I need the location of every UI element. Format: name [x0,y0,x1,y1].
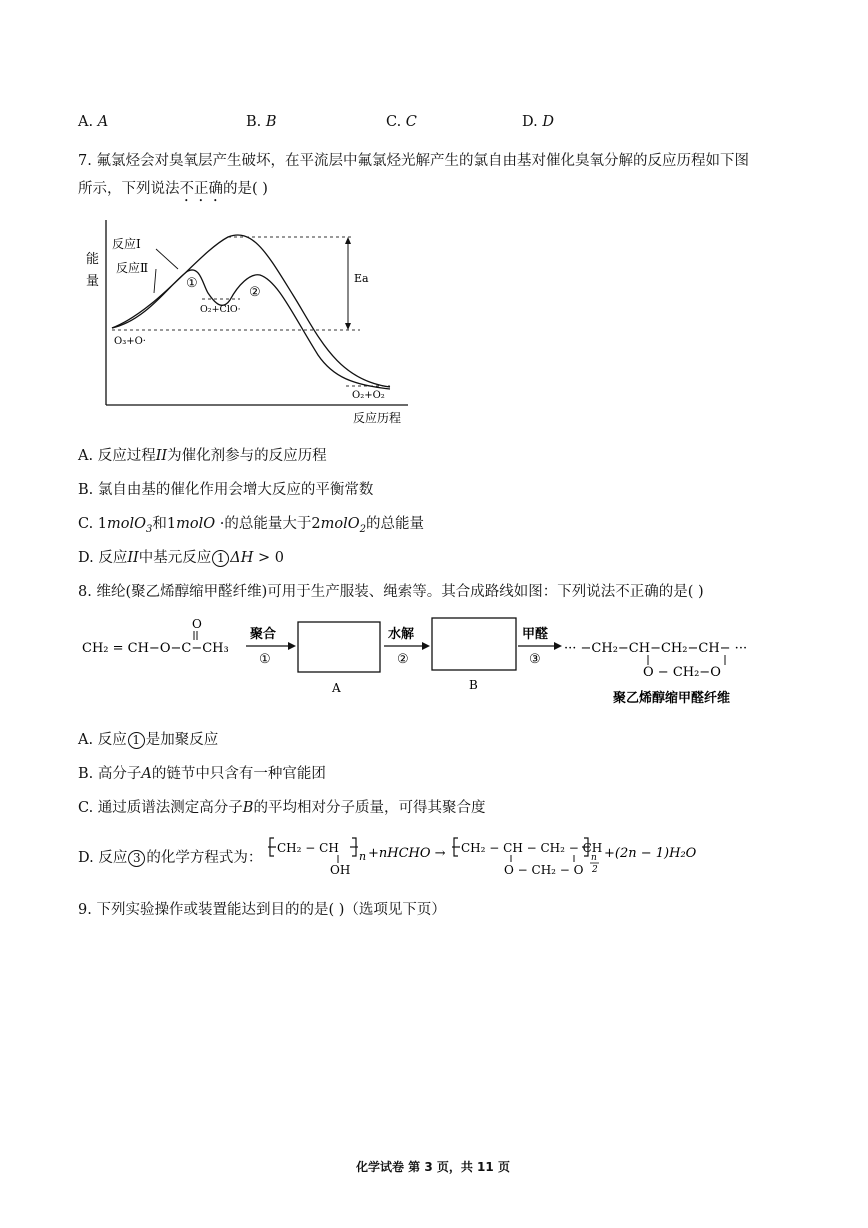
reactants-label: O₃+O· [114,336,146,347]
q7-option-a: A. 反应过程II为催化剂参与的反应历程 [78,448,327,464]
box-b [432,618,516,670]
box-b-label: B [469,678,478,692]
q6-option-b: B. B [246,114,277,130]
q8-option-b: B. 高分子A的链节中只含有一种官能团 [78,766,326,782]
step-1-label: ① [186,276,198,291]
product-name: 聚乙烯醇缩甲醛纤维 [613,691,731,706]
x-axis-label: 反应历程 [353,411,402,425]
circled-number: 1 [212,550,229,567]
step-2-label: ② [249,285,261,300]
eq-water-term: +(2n − 1)H₂O [604,846,697,861]
step3-label: 甲醛 [522,627,549,642]
y-axis-label-1: 能 [86,252,100,267]
eq-right-polymer: CH₂ − CH − CH₂ − CH [461,841,603,855]
box-a-label: A [332,681,341,695]
q8-option-c: C. 通过质谱法测定高分子B的平均相对分子质量，可得其聚合度 [78,800,486,816]
ea-label: Ea [354,272,369,285]
eq-right-bridge: O − CH₂ − O [504,863,584,877]
eq-left-oh: OH [330,863,351,877]
q8-option-a: A. 反应 1 是加聚反应 [78,732,219,748]
q7-option-c: C. 1molO$_3$和1molO ·的总能量大于2molO$_2$的总能量 [78,516,425,535]
q8-option-d: D. 反应 3 的化学方程式为： [78,850,263,866]
intermediate-label: O₂+ClO· [200,304,241,315]
q7-stem-line2: 所示，下列说法不正确的是( ) [78,181,268,197]
reaction-2-label: 反应Ⅱ [116,261,149,275]
circled-number: 1 [128,732,145,749]
step1-number: ① [259,652,271,667]
eq-left-monomer: CH₂ − CH [277,841,339,855]
carbonyl-oxygen: O [192,617,202,631]
eq-left-n: n [359,850,367,863]
reaction-1-label: 反应Ⅰ [112,237,141,251]
q6-option-a: A. A [78,114,109,130]
eq-right-sub-2: 2 [592,865,598,875]
y-axis-label-2: 量 [86,274,100,289]
q6-option-d: D. D [522,114,554,130]
products-label: O₂+O₂ [352,390,385,401]
eq-right-sub-n: n [591,853,597,863]
product-formula: ··· −CH₂−CH−CH₂−CH− ··· [564,641,748,656]
emphasis-not-correct: 不正确 [179,181,223,197]
q6-option-c: C. C [386,114,417,130]
circled-number: 3 [128,850,145,867]
box-a [298,622,380,672]
product-bridge: O − CH₂−O [643,665,721,680]
polymer-equation [268,830,728,882]
energy-profile-diagram [78,215,418,430]
q7-option-d: D. 反应II中基元反应 1 ΔH > 0 [78,550,285,566]
q7-stem-line1: 7. 氟氯烃会对臭氧层产生破坏，在平流层中氟氯烃光解产生的氯自由基对催化臭氧分解的反应历程如下图 [78,153,749,169]
q8-stem: 8. 维纶(聚乙烯醇缩甲醛纤维)可用于生产服装、绳索等。其合成路线如图：下列说法不正确的是( ) [78,584,704,600]
q7-option-b: B. 氯自由基的催化作用会增大反应的平衡常数 [78,482,374,498]
q9-stem: 9. 下列实验操作或装置能达到目的的是( )（选项见下页） [78,902,446,918]
step1-label: 聚合 [250,627,277,642]
step2-number: ② [397,652,409,667]
step3-number: ③ [529,652,541,667]
step2-label: 水解 [388,627,415,642]
page-footer: 化学试卷 第 3 页，共 11 页 [356,1160,510,1174]
monomer-formula: CH₂ = CH−O−C−CH₃ [82,641,229,656]
synthesis-route-diagram [78,612,778,712]
eq-plus-hcho: +nHCHO → [368,846,446,861]
